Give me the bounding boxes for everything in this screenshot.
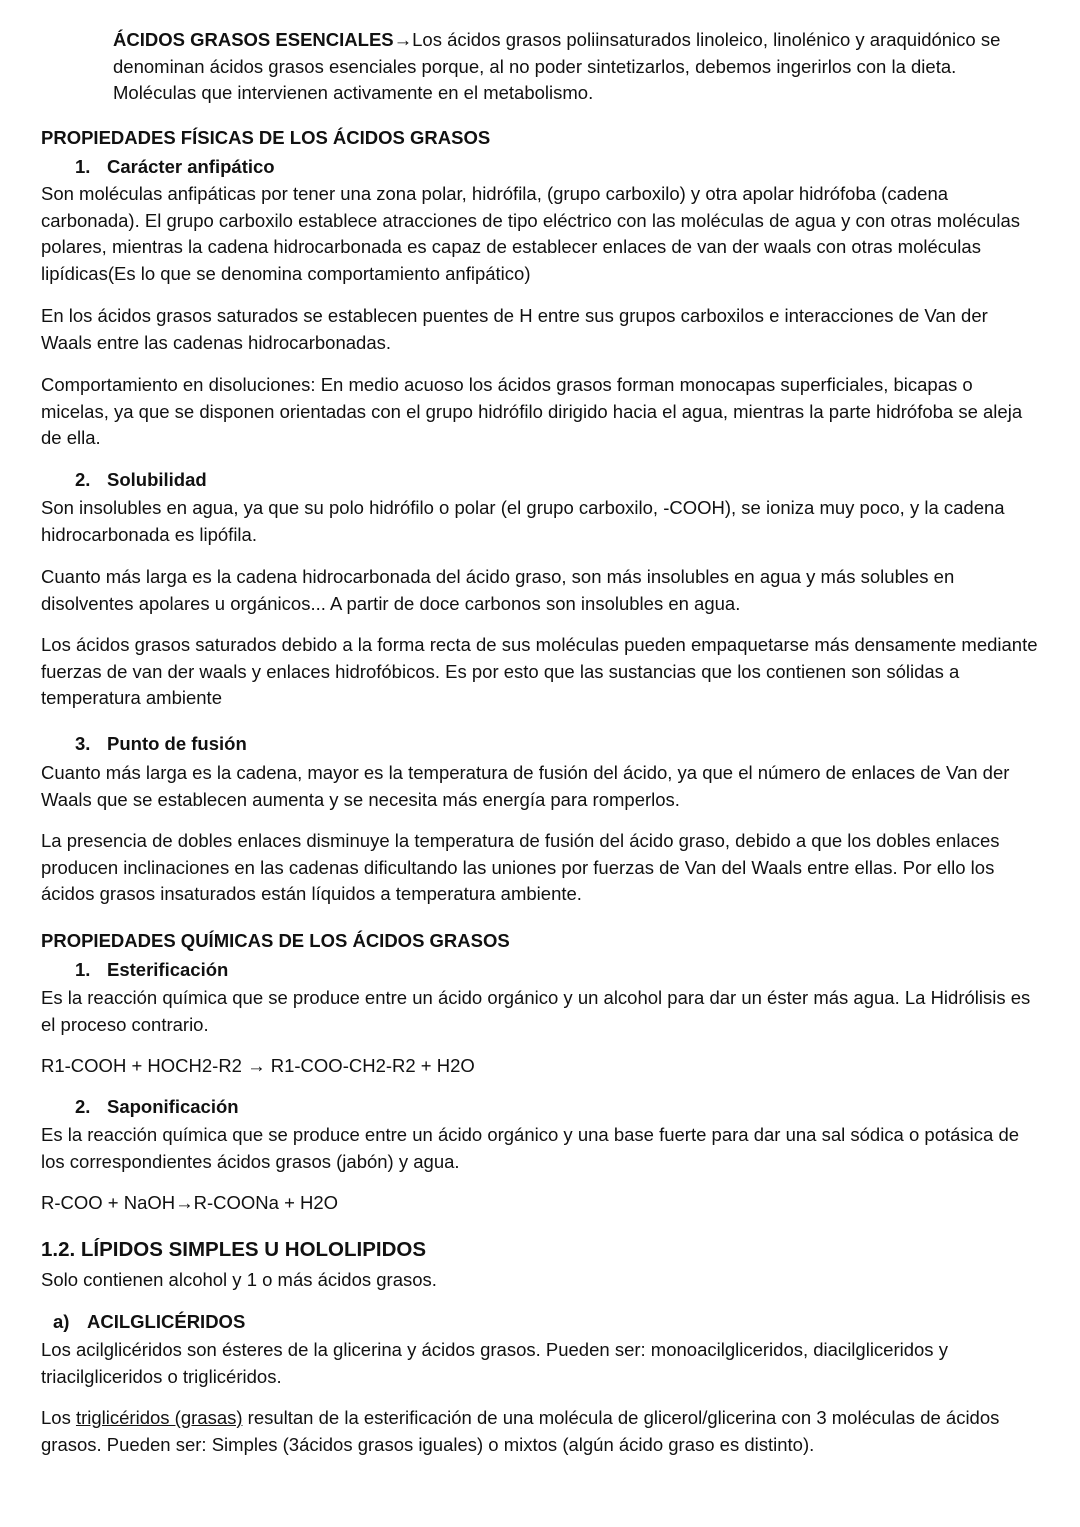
chemical-section-1-heading — [41, 957, 1041, 984]
section-title: Solubilidad — [107, 469, 207, 490]
amphipathic-paragraph-3: Comportamiento en disoluciones: En medio acuoso los ácidos grasos forman monocapas superficiales, bicapas o micelas, ya que se disponen orientadas con el grupo hidrófilo dirigido hacia el agua, mientras la parte hidrófoba se aleja de ella. — [41, 374, 1023, 448]
melting-point-paragraph-2: La presencia de dobles enlaces disminuye la temperatura de fusión del ácido graso, debido a que los dobles enlaces producen inclinaciones en las cadenas dificultando las uniones por fuerzas de Van del Waals entre ellas. Por ello los ácidos grasos insaturados están líquidos a temperatura ambiente. — [41, 830, 1000, 904]
essential-fatty-acids-label: ÁCIDOS GRASOS ESENCIALES→ — [113, 29, 413, 50]
section-number: 2. — [75, 1096, 91, 1117]
solubility-paragraph-2: Cuanto más larga es la cadena hidrocarbonada del ácido graso, son más insolubles en agua y más solubles en disolventes apolares u orgánicos... A partir de doce carbonos son insolubles en agua. — [41, 566, 955, 614]
physical-properties-heading: PROPIEDADES FÍSICAS DE LOS ÁCIDOS GRASOS — [41, 127, 491, 148]
melting-point-paragraph-1: Cuanto más larga es la cadena, mayor es la temperatura de fusión del ácido, ya que el número de enlaces de Van der Waals que se establecen aumenta y se necesita más energía para romperlos. — [41, 762, 1010, 810]
essential-fatty-acids-text: Los ácidos grasos poliinsaturados linoleico, linolénico y araquidónico se denominan ácidos grasos esenciales porque, al no poder sintetizarlos, debemos ingerirlos con la dieta. Moléculas que intervienen activamente en el metabolismo. — [113, 29, 1001, 103]
solubility-paragraph-3: Los ácidos grasos saturados debido a la forma recta de sus moléculas pueden empaquetarse más densamente mediante fuerzas de van der waals y enlaces hidrofóbicos. Es por esto que las sustancias que los contienen son sólidas a temperatura ambiente — [41, 634, 1038, 708]
triglycerides-underlined-term: triglicéridos (grasas) — [75, 1407, 243, 1428]
physical-section-1-heading — [41, 154, 1041, 181]
saponification-paragraph: Es la reacción química que se produce entre un ácido orgánico y una base fuerte para dar una sal sódica o potásica de los correspondientes ácidos grasos (jabón) y agua. — [41, 1124, 1020, 1172]
text-segment: resultan de la esterificación de una molécula de glicerol/glicerina con 3 moléculas de ácidos grasos. Pueden ser: Simples (3ácidos grasos iguales) o mixtos (algún ácido graso es distinto). — [41, 1407, 1000, 1455]
section-number: 3. — [75, 733, 91, 754]
section-number: 2. — [75, 469, 91, 490]
amphipathic-paragraph-2: En los ácidos grasos saturados se establecen puentes de H entre sus grupos carboxilos e interacciones de Van der Waals entre las cadenas hidrocarbonadas. — [41, 305, 988, 353]
section-title: Esterificación — [107, 959, 229, 980]
section-title: ACILGLICÉRIDOS — [87, 1311, 246, 1332]
esterification-formula: R1-COOH + HOCH2-R2 → R1-COO-CH2-R2 + H2O — [41, 1055, 475, 1076]
section-number: 1. — [75, 156, 91, 177]
section-title: Carácter anfipático — [107, 156, 275, 177]
essential-fatty-acids-paragraph — [113, 27, 1033, 107]
physical-section-2-heading — [41, 467, 1041, 494]
acylglycerides-paragraph-2 — [41, 1405, 1041, 1458]
acylglycerides-paragraph-1: Los acilglicéridos son ésteres de la glicerina y ácidos grasos. Pueden ser: monoacilgliceridos, diacilgliceridos y triacilgliceridos o triglicéridos. — [41, 1339, 948, 1387]
chemical-properties-heading: PROPIEDADES QUÍMICAS DE LOS ÁCIDOS GRASOS — [41, 930, 510, 951]
saponification-formula: R-COO + NaOH→R-COONa + H2O — [41, 1192, 339, 1213]
solubility-paragraph-1: Son insolubles en agua, ya que su polo hidrófilo o polar (el grupo carboxilo, -COOH), se ioniza muy poco, y la cadena hidrocarbonada es lipófila. — [41, 497, 1005, 545]
physical-section-3-heading — [41, 731, 1041, 758]
acylglycerides-heading — [41, 1309, 1041, 1336]
amphipathic-paragraph-1: Son moléculas anfipáticas por tener una zona polar, hidrófila, (grupo carboxilo) y otra apolar hidrófoba (cadena carbonada). El grupo carboxilo establece atracciones de tipo eléctrico con las moléculas de agua y con otras moléculas polares, mientras la cadena hidrocarbonada es capaz de establecer enlaces de van der waals con otras moléculas lipídicas(Es lo que se denomina comportamiento anfipático) — [41, 183, 1020, 284]
section-number: 1. — [75, 959, 91, 980]
chemical-section-2-heading — [41, 1094, 1041, 1121]
text-segment: Los — [41, 1407, 76, 1428]
section-title: Punto de fusión — [107, 733, 247, 754]
esterification-paragraph: Es la reacción química que se produce entre un ácido orgánico y un alcohol para dar un éster más agua. La Hidrólisis es el proceso contrario. — [41, 987, 1031, 1035]
simple-lipids-heading: 1.2. LÍPIDOS SIMPLES U HOLOLIPIDOS — [41, 1238, 427, 1261]
section-number: a) — [53, 1311, 70, 1332]
simple-lipids-intro: Solo contienen alcohol y 1 o más ácidos grasos. — [41, 1269, 437, 1290]
section-title: Saponificación — [107, 1096, 239, 1117]
